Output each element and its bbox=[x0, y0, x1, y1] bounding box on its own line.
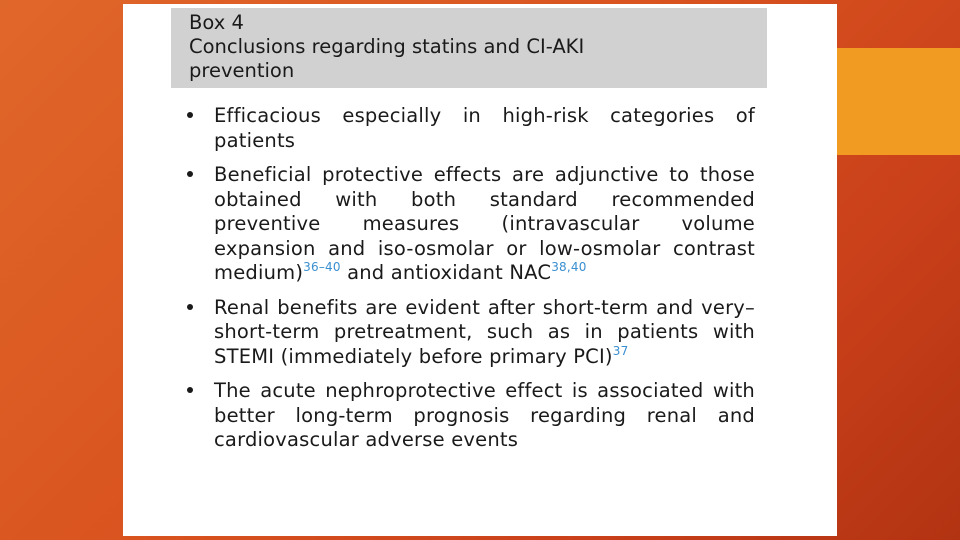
list-item bbox=[183, 379, 755, 453]
bullet-text-part: Renal benefits are evident after short-term and very–short-term pretreatment, such as in patients with STEMI (immediately before primary PCI) bbox=[214, 295, 755, 368]
list-item bbox=[183, 296, 755, 370]
citation-ref: 38,40 bbox=[551, 260, 587, 274]
citation-ref: 37 bbox=[612, 343, 629, 358]
bullet-icon bbox=[187, 112, 193, 118]
citation-ref: 36–40 bbox=[303, 260, 341, 274]
box-title-line-2: prevention bbox=[189, 59, 295, 82]
bullet-text-part: Beneficial protective effects are adjunctive to those obtained with both standard recommended preventive measures (intravascular volume expansion and iso-osmolar or low-osmolar contrast medium) bbox=[214, 163, 755, 284]
box-title-line-1: Conclusions regarding statins and CI-AKI bbox=[189, 35, 585, 58]
list-item bbox=[183, 104, 755, 153]
list-item bbox=[183, 163, 755, 286]
bullet-icon bbox=[187, 304, 193, 310]
bullet-icon bbox=[187, 171, 193, 177]
bullet-text: The acute nephroprotective effect is associated with better long-term prognosis regarding renal and cardiovascular adverse events bbox=[214, 379, 755, 451]
conclusion-list bbox=[183, 104, 755, 463]
bullet-icon bbox=[187, 387, 193, 393]
bullet-text: Efficacious especially in high-risk categories of patients bbox=[214, 104, 755, 152]
box-label: Box 4 bbox=[189, 11, 244, 34]
document-box bbox=[123, 4, 837, 536]
bullet-text-part: and antioxidant NAC bbox=[340, 261, 552, 284]
box-header bbox=[171, 8, 767, 88]
bullet-text bbox=[214, 296, 755, 370]
bullet-text bbox=[214, 163, 755, 286]
orange-accent-bar bbox=[836, 48, 960, 155]
